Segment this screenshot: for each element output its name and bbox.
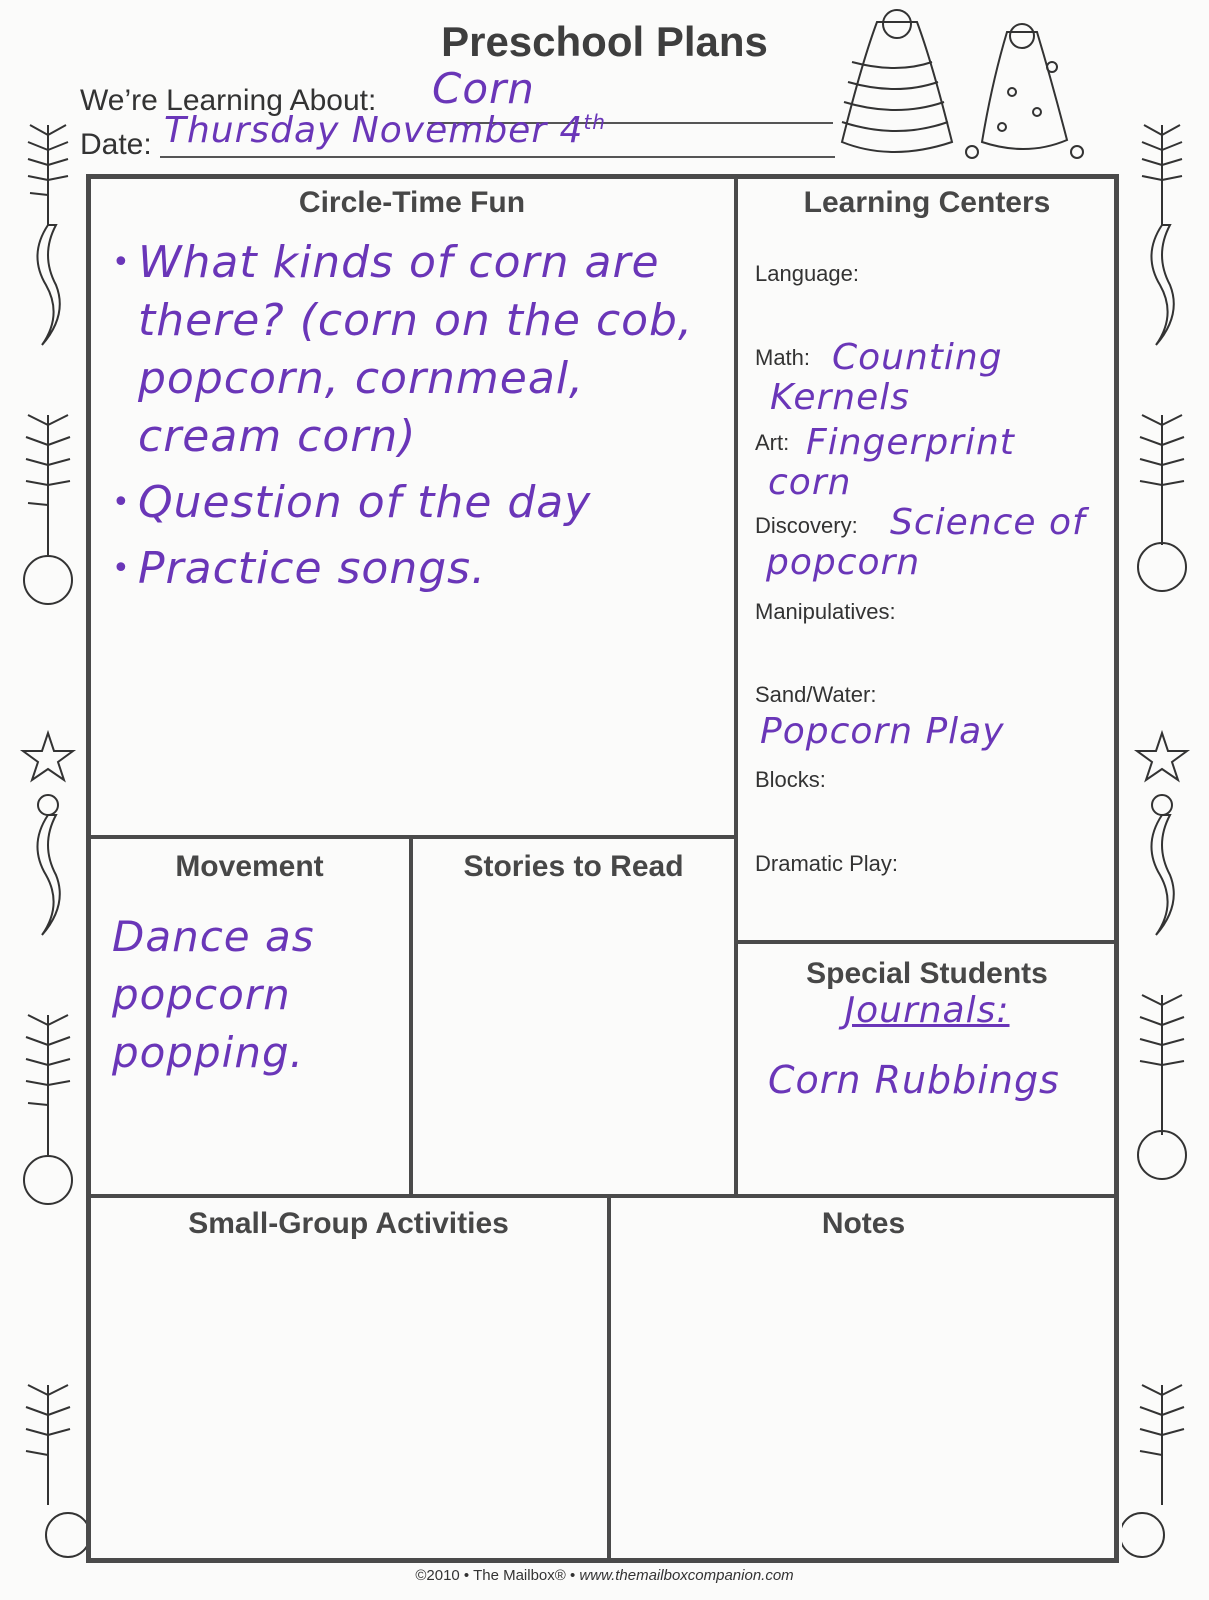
movement-value[interactable]: Dance as popcorn popping.: [112, 912, 315, 1077]
art-label: Art:: [755, 430, 790, 455]
math-value[interactable]: Counting Kernels: [770, 337, 1003, 418]
date-text: Thursday November 4: [164, 110, 584, 151]
footer-copyright: ©2010 • The Mailbox® •: [415, 1567, 580, 1584]
list-item: • Practice songs.: [112, 540, 722, 598]
stories-title: Stories to Read: [463, 850, 684, 883]
date-line: [160, 156, 835, 158]
list-item: • Question of the day: [112, 474, 722, 532]
sand-water-value[interactable]: Popcorn Play: [760, 711, 1005, 752]
list-item: • What kinds of corn are there? (corn on the cob, popcorn, cornmeal, cream corn): [112, 234, 722, 466]
page-title: Preschool Plans: [441, 18, 768, 65]
movement-title: Movement: [175, 850, 324, 883]
date-row: [80, 110, 860, 168]
divider-middle-bottom: [90, 1194, 1116, 1198]
learning-centers-title: Learning Centers: [803, 186, 1051, 219]
left-border-decoration: [8, 115, 86, 1595]
sand-water-label: Sand/Water:: [755, 682, 877, 707]
footer: [0, 1567, 1209, 1584]
discovery-label: Discovery:: [755, 513, 858, 538]
footer-website-link[interactable]: www.themailboxcompanion.com: [579, 1567, 794, 1584]
divider-small-group-notes: [607, 1196, 611, 1562]
learning-about-label: We’re Learning About:: [80, 84, 377, 117]
date-suffix: th: [583, 110, 606, 134]
language-label: Language:: [755, 261, 859, 286]
manipulatives-label: Manipulatives:: [755, 599, 896, 624]
notes-title: Notes: [821, 1207, 906, 1240]
dramatic-play-label: Dramatic Play:: [755, 851, 899, 876]
circle-time-title: Circle-Time Fun: [298, 186, 526, 219]
journals-label: Journals:: [844, 990, 1010, 1031]
date-value[interactable]: [164, 110, 606, 151]
divider-circle-bottom: [90, 835, 736, 839]
small-group-title: Small-Group Activities: [188, 1207, 509, 1240]
blocks-label: Blocks:: [755, 767, 826, 792]
discovery-value[interactable]: Science of popcorn: [766, 502, 1086, 583]
art-value[interactable]: Fingerprint corn: [768, 422, 1015, 503]
divider-circle-centers: [734, 174, 738, 1196]
special-students-heading[interactable]: [738, 990, 1116, 1031]
learning-about-value[interactable]: Corn: [432, 64, 535, 113]
divider-centers-special: [736, 940, 1116, 944]
circle-time-list[interactable]: [112, 234, 722, 606]
special-students-title: Special Students: [806, 957, 1048, 990]
christmas-trees-icon: [822, 2, 1122, 177]
divider-movement-stories: [409, 837, 413, 1196]
math-label: Math:: [755, 345, 811, 370]
right-border-decoration: [1122, 115, 1202, 1595]
special-students-value[interactable]: Corn Rubbings: [768, 1058, 1060, 1102]
date-label: Date:: [80, 128, 152, 161]
